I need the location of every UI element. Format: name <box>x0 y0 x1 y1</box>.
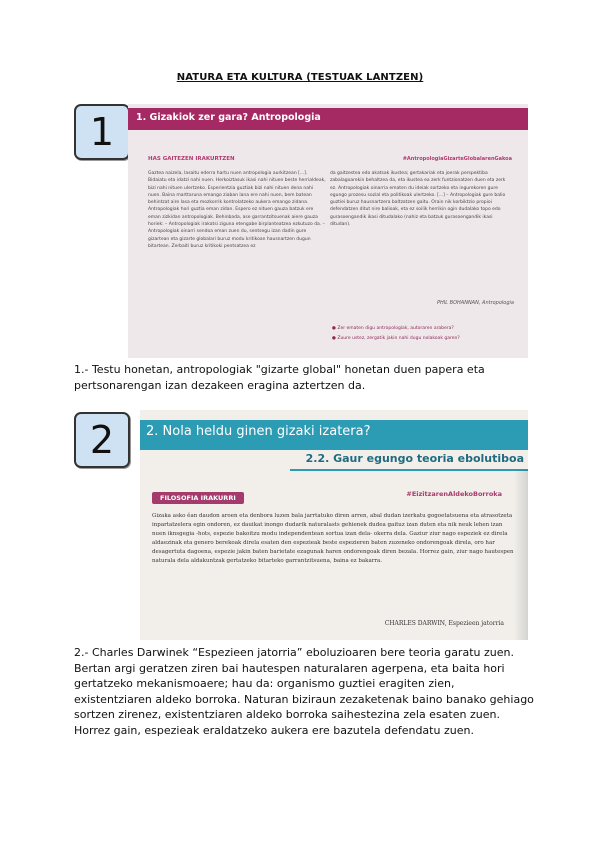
question-2: ● Zuure ustez, zergatik jakin nahi dugu nolakoak garen? <box>332 336 460 341</box>
section-heading: HAS GAITEZEN IRAKURTZEN <box>148 156 235 162</box>
number-box-2: 2 <box>74 412 130 468</box>
photo-banner-title: 2. Nola heldu ginen gizaki izatera? <box>146 424 371 439</box>
subheading-rule <box>290 469 528 471</box>
text-column-right: da gaitzestea edo akatsak ikustea; gertakariak eta joerak perspektiba zabalagoarekin behaltzea da, eta ikustea ea zerk funtzionatzen duen eta zerk ez. Antropologiak oinarria ematen du ideiak sortzeko eta ingurekoren gure egungo prozesu sozial eta politikoak ulertzeko. [...] – Antropologiak gure balio guztiei buruz hausnartzera baltzatzen gaitu. Orain nik korbiktzio propioi defendatzen ditut nire balioak, eta ez soilik herrikin ogin dudalako topo edo gurasoengandik ikasi ditudalako (nahiz eta batzuk gurasoengandik ikasi ditudan). <box>330 171 506 228</box>
page-curl-shadow <box>514 470 528 640</box>
reading-label: FILOSOFIA IRAKURRI <box>152 492 244 504</box>
textbook-photo-antropologia <box>128 104 528 358</box>
page-title: NATURA ETA KULTURA (TESTUAK LANTZEN) <box>176 72 424 83</box>
citation: PHIL BOHANNAN, Antropologia <box>437 300 514 306</box>
textbook-photo-darwin <box>140 410 528 640</box>
question-1: ● Zer ematen digu antropologiak, autoraren arabera? <box>332 326 454 331</box>
citation: CHARLES DARWIN, Espezieen jatorria <box>384 620 504 627</box>
section-hashtag: #EizitzarenAldekoBorroka <box>406 490 502 498</box>
text-column-left: Gaztea naizela, lasaitu ederra hartu nuen antropologia aurkitzean [...]. Bidaiatu eta idatzi nahi nuen. Herkoiztasuk ikasi nahi nituen beste herrialdeak, bizi nahi nituen ulertzeko. Esperientzia guztiak bizi nahi nituen dena nahi nuen. Baina marttaruna emango ziaban lana ere nahi nuen, bem batean behintzat aire lasa eta mozkorrik kontrolatzeko aukera emango zidana. Antropologiak hori guztia eman zidan. Espero ez nituen gauza batzuk ere eman zizkidan antropologiak. Behinbada, ase garrantzitsuenak aiere gauza horiek: – Antropologiak irakatsi ziguna etengabe birplanteatzea ezkutuzo da. – Antropologiak oinarri sendoa eman zuen du, sentsegu izan dadin gure gizartean eta gizarte globalari buruz modu kritikoan hausnartzen dugun bitartean. Zerbaiti buruz kritikoki pentsatzea ez <box>148 171 326 249</box>
subheading: 2.2. Gaur egungo teoria ebolutiboa <box>305 452 524 465</box>
caption-1: 1.- Testu honetan, antropologiak "gizarte global" honetan duen papera eta pertsonarengan izan dezakeen eragina aztertzen da. <box>74 363 485 392</box>
photo-banner-title: 1. Gizakiok zer gara? Antropologia <box>136 112 321 123</box>
photo-banner <box>128 108 528 130</box>
caption-2: 2.- Charles Darwinek “Espezieen jatorria” eboluzioaren bere teoria garatu zuen. Bertan argi geratzen ziren bai hautespen naturalaren agerpena, eta baita hori gertatzeko mekanismoaere; hau da: organismo guztiei eragiten zien, existentziaren aldeko borroka. Naturan biziraun zezaketenak baino banako gehiago sortzen zirenez, existentziaren aldeko borroka saihestezina zela esaten zuen. Horrez gain, espezieak eraldatzeko aukera ere bazutela defendatu zuen. <box>74 646 534 737</box>
reading-text: Gizaka asko ĕan daudon aroen eta denbora luzen bala jarrtatuko diren arren, abal dudan izerkatu gogoetatsuena eta atrasotzeta inpartatzelera egin ondoren, ez dauikat inongo dudarik naturalasts gehienek dudea gaituz izan duten eta nik neuk lehen izan nuen iknsgegia -hots, espezie bakoitzu modu independentean sortua izan dela- okerra dela. Gaziur ziur nago espeziek ez direla aldaezinak eta genero berekoak direla esaten den espezieak beste espezieren baten zuzeneko ondorengoak direla, oro har desagertuta dagoena, espezie jakin baten barietate ezagunak haren ondorengoak diren bezala. Horrez gain, ziur nago hautespen naturala dela aldakuntzak gertatzeko bitarteko garrantzitsuena, baina ez bakarra. <box>152 513 514 564</box>
number-box-1: 1 <box>74 104 130 160</box>
photo-banner <box>140 420 528 450</box>
section-hashtag: #AntropologiaGizarteGlobalarenGakoa <box>402 156 512 162</box>
